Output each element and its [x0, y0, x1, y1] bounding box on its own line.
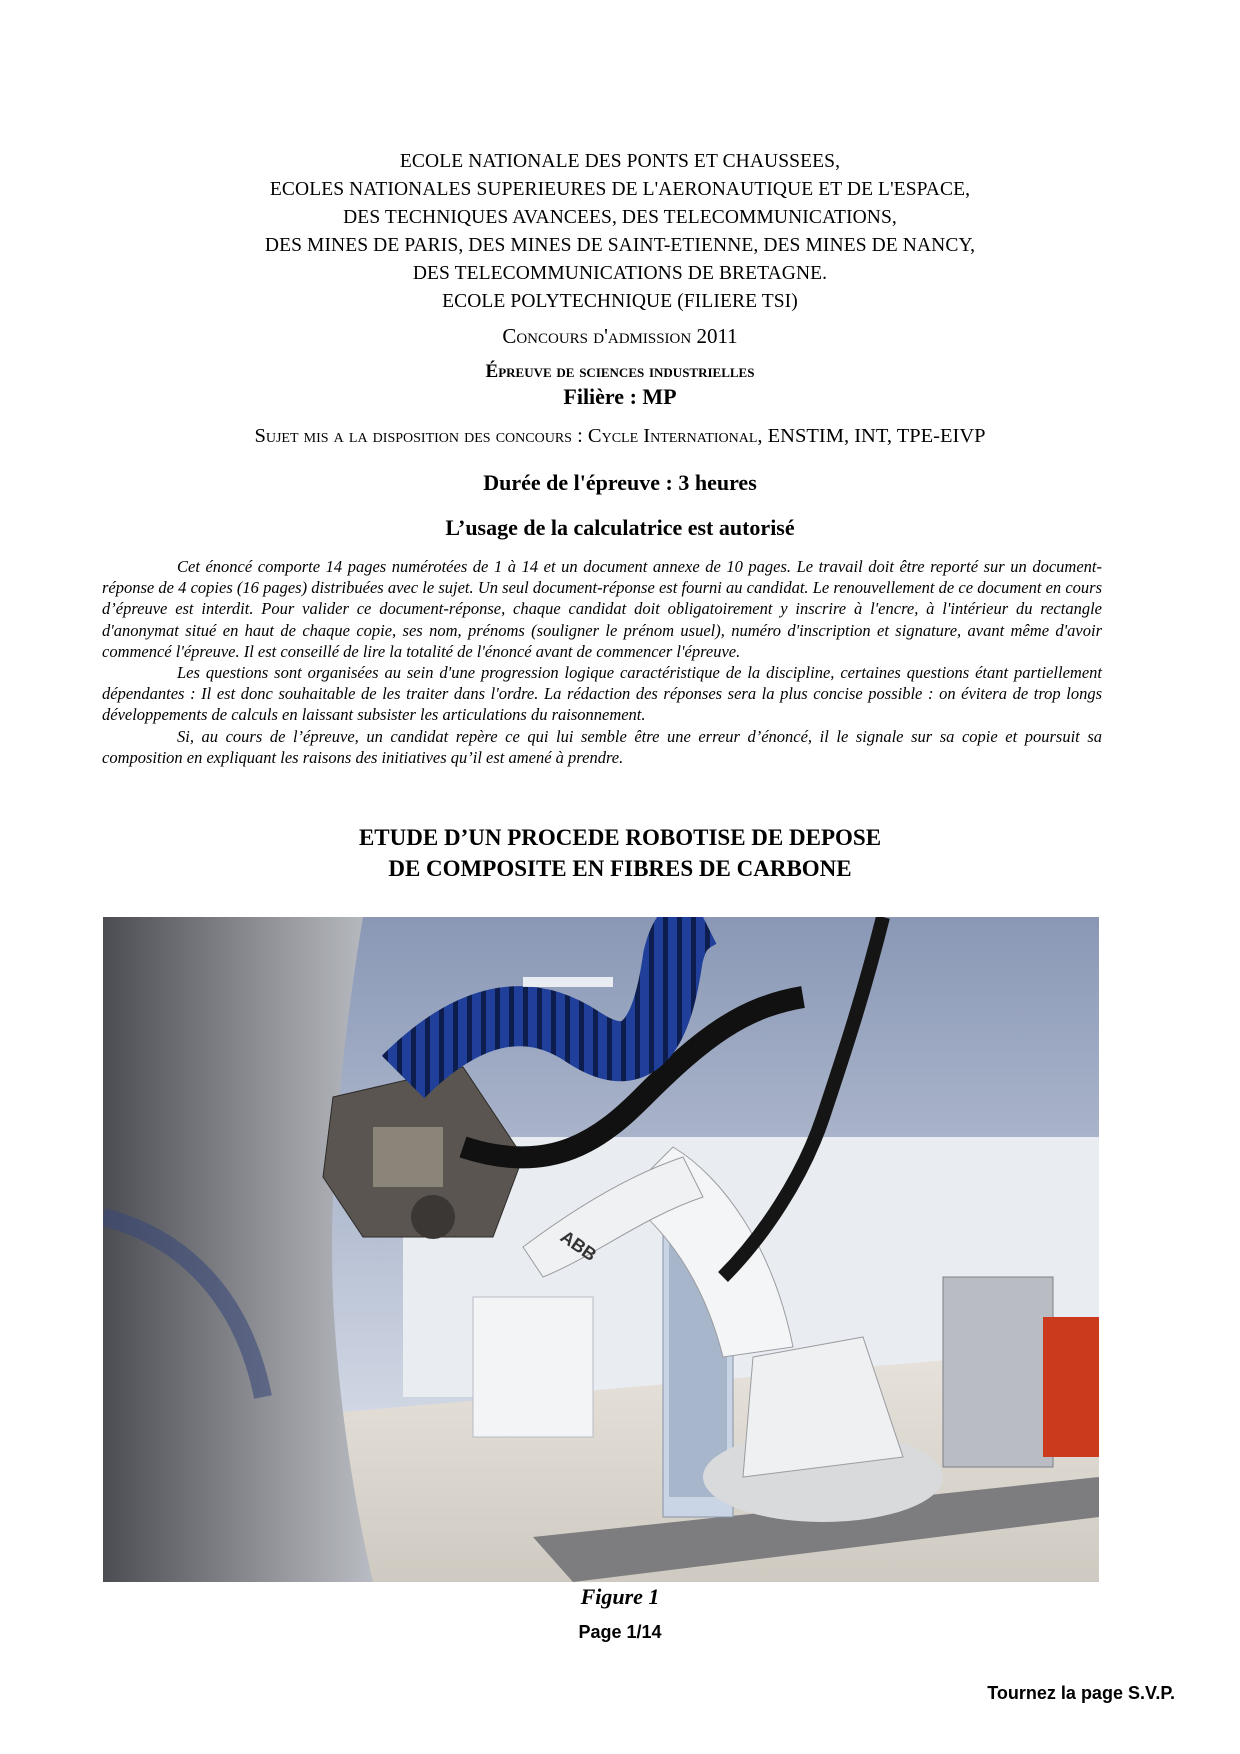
instructions [102, 556, 1102, 768]
instructions-paragraph-3: Si, au cours de l’épreuve, un candidat repère ce qui lui semble être une erreur d’énoncé, il le signale sur sa copie et poursuit sa composition en expliquant les raisons des initiatives qu’il est amené à prendre. [102, 726, 1102, 767]
study-title [0, 822, 1240, 884]
calculatrice-label: L’usage de la calculatrice est autorisé [445, 515, 795, 540]
header-line-1: ECOLE NATIONALE DES PONTS ET CHAUSSEES, [399, 151, 841, 172]
robot-photo [103, 917, 1099, 1582]
concours-title: Concours d'admission 2011 [502, 324, 738, 348]
study-title-line-1: ETUDE D’UN PROCEDE ROBOTISE DE DEPOSE [358, 825, 882, 850]
robot-brand-label: ABB [556, 1226, 601, 1266]
header-line-4: DES MINES DE PARIS, DES MINES DE SAINT-ETIENNE, DES MINES DE NANCY, [264, 235, 976, 256]
sujet-line: Sujet mis a la disposition des concours : Cycle International, ENSTIM, INT, TPE-EIVP [254, 425, 986, 447]
instructions-paragraph-2: Les questions sont organisées au sein d'une progression logique caractéristique de la discipline, certaines questions étant partiellement dépendantes : Il est donc souhaitable de les traiter dans l'ordre. La rédaction des réponses sera la plus concise possible : on évitera de trop longs développements de calculs en laissant subsister les articulations du raisonnement. [102, 663, 1102, 725]
header-line-6: ECOLE POLYTECHNIQUE (FILIERE TSI) [442, 291, 798, 312]
instructions-paragraph-1: Cet énoncé comporte 14 pages numérotées de 1 à 14 et un document annexe de 10 pages. Le travail doit être reporté sur un document-réponse de 4 copies (16 pages) distribuées avec le sujet. Un seul document-réponse est fourni au candidat. Le renouvellement de ce document en cours d’épreuve est interdit. Pour valider ce document-réponse, chaque candidat doit obligatoirement y inscrire à l'encre, à l'intérieur du rectangle d'anonymat situé en haut de chaque copie, ses nom, prénoms (souligner le prénom usuel), numéro d'inscription et signature, avant même d'avoir commencé l'épreuve. Il est conseillé de lire la totalité de l'énoncé avant de commencer l'épreuve. [102, 557, 1102, 661]
header-line-2: ECOLES NATIONALES SUPERIEURES DE L'AERONAUTIQUE ET DE L'ESPACE, [269, 179, 971, 200]
epreuve-title: Épreuve de sciences industrielles [485, 361, 755, 382]
header-line-3: DES TECHNIQUES AVANCEES, DES TELECOMMUNICATIONS, [343, 207, 897, 228]
figure-caption: Figure 1 [580, 1584, 660, 1609]
duree-label: Durée de l'épreuve : 3 heures [483, 470, 757, 495]
header-line-5: DES TELECOMMUNICATIONS DE BRETAGNE. [412, 263, 828, 284]
turn-page-note: Tournez la page S.V.P. [987, 1683, 1175, 1703]
page-number: Page 1/14 [578, 1622, 662, 1642]
study-title-line-2: DE COMPOSITE EN FIBRES DE CARBONE [388, 856, 852, 881]
exam-header [0, 148, 1240, 543]
filiere-label: Filière : MP [563, 384, 677, 409]
